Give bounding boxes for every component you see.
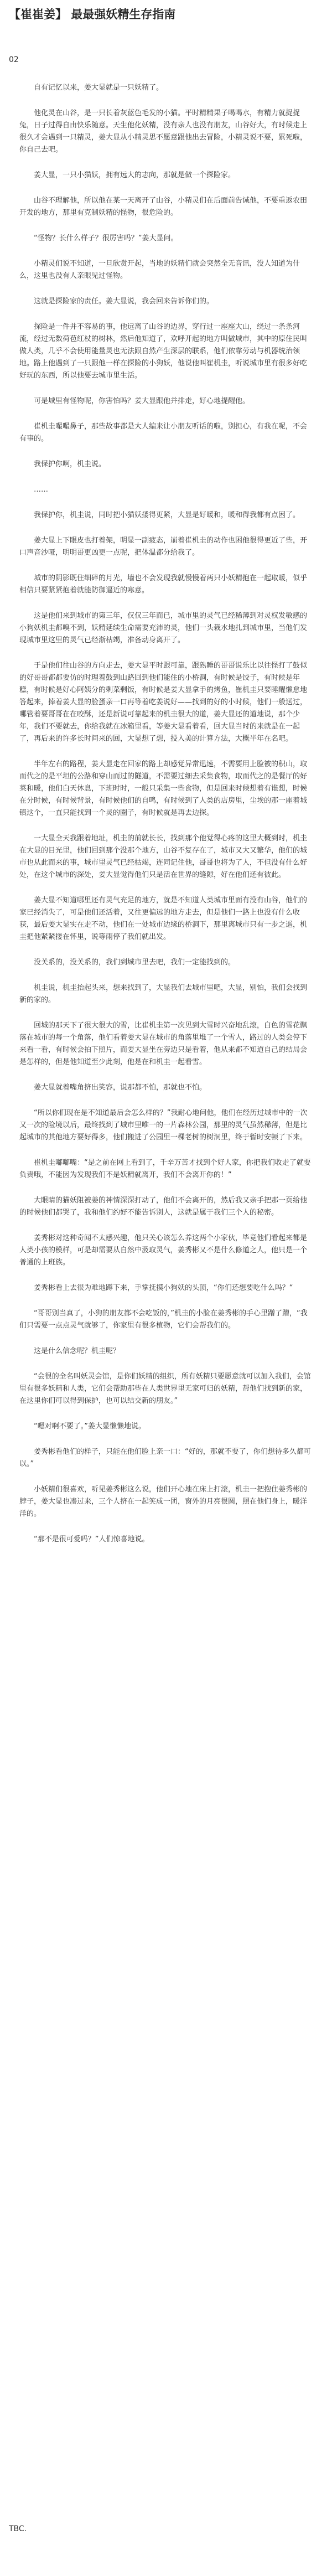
paragraph: 这是他们来到城市的第三年，仅仅三年而已，城市里的灵气已经稀薄到对灵权发敏感的小狗妖机圭都嗅不到，妖精延续生命需要充沛的灵，他们一头栽水地扎到城市里，当他们发现城市里这里的灵气已经渐枯竭，准备动身离开了。 (19, 612, 308, 644)
paragraph: 崔机圭嘟嘟嘴：“是之前在网上看到了，千辛万苦才找到个好人家，你把我们收走了就要负责哦，不能因为发现我们不是妖精就离开，我们不会离开你的！” (19, 1159, 311, 1179)
paragraph: 小妖精们很喜欢，听见姜秀彬这么说，他们开心地在床上打滚，机圭一把抱住姜秀彬的脖子，姜大显也凑过来，三个人挤在一起笑成一团，窗外的月亮很圆，照在他们身上，暖洋洋的。 (19, 1485, 308, 1518)
paragraph: “怪物？长什么样子？很厉害吗？”姜大显问。 (34, 234, 178, 242)
paragraph: 他化灵在山谷，是一只长着灰蓝色毛发的小猫。平时精精果子喝喝水，有精力就捉捉兔，日子过得自由快乐随意。天生他化妖精，没有亲人也没有朋友，山谷好大，有时候走上很久才会遇到一只精灵，姜大显从小精灵思不愿意跟他出去冒险，小精灵说不要，累死啦，你自己去吧。 (19, 109, 308, 154)
paragraph: 姜大显，一只小猫妖，拥有远大的志向，那就是做一个探险家。 (34, 171, 236, 179)
paragraph: 一大显全天我跟着地址，机圭的前就长长，找到那个他觉得心疼的这里大概到时，机圭在大显的目光里，他们回到那个没那个地方，山谷不复存在了，城市又大又繁华，他们的城市也从此而来的事，城市里灵气已经枯竭，连同记住他，哥哥也将为了人，不但没有什么好处，在这个城市的深处，姜大显觉得他们只是活在世界的缝隙，好在他们还有彼此。 (19, 834, 308, 879)
paragraph: 城市的阴影既住细碎的月光，墙也不会发现我就慢慢着两只小妖精抱在一起取暖，似乎相信只要紧紧抱着就能防御逼近的寒意。 (19, 574, 308, 595)
paragraph: 姜秀彬对这种奇闻不太感兴趣，他只关心该怎么养这两个小家伙，毕竟他们看起来都是人类小孩的模样，可是却需要从自然中汲取灵气，姜秀彬又不是什么修道之人，他只是一个普通的上班族。 (19, 1234, 308, 1267)
paragraph: 姜大显不知道哪里还有灵气充足的地方，就是不知道人类城市里面有没有山谷，他们的家已经消失了，可是他们还活着，又往更偏远的地方走去，但是他们一路上也没有什么收获，最后姜大显实在走不动，他们在一处城市边缘的桥洞下，那里离城市只有一步之遥，机圭把他紧紧搂在怀里，说等雨停了我们就出发。 (19, 896, 308, 941)
article-body (19, 82, 313, 1559)
paragraph: “哥哥别当真了，小狗的朋友都不会吃饭的，”机圭的小脸在姜秀彬的手心里蹭了蹭，“我们只需要一点点灵气就够了，你家里有很多植物，它们会帮我们的。 (19, 1309, 308, 1330)
paragraph: 这就是探险家的责任。姜大显说，我会回来告诉你们的。 (34, 297, 214, 306)
paragraph: 山谷不理解他，所以他在某一天离开了山谷，小精灵们在后面前告诫他，不要重返农田开发的地方，那里有克制妖精的怪物，很危险的。 (19, 197, 308, 217)
paragraph: 机圭说，机圭抬起头来，想来找到了，大显我们去城市里吧，大显，别怕，我们会找到新的家的。 (19, 984, 308, 1004)
paragraph: 崔机圭嘬嘬鼻子，那些故事都是大人编来让小朋友听话的啦，别担心，有我在呢，不会有事的。 (19, 422, 308, 443)
paragraph: 探险是一件并不容易的事，他远离了山谷的边界，穿行过一座座大山，绕过一条条河流，经过无数荷苞红杖的树林，然后他知道了，欢呼开起的地方叫做城市，其中的原住民叫做人类，几乎不会使用能量灵也无法跟自然产生深层的联系，他们依靠劳动与机器统治领地。路上他遇到了一只跟他一样在探险的小狗妖，他说他叫崔机圭，听说城市里有很多好吃好玩的东西，所以他要去城市里生活。 (19, 323, 308, 380)
article-title: 【崔崔姜】 最最强妖精生存指南 (9, 8, 176, 21)
paragraph: 我保护你，机圭说，同时把小猫妖搂得更紧，大显是好暖和，暖和得我都有点困了。 (34, 511, 300, 519)
paragraph: “嗯对啊不要了。”姜大显懒懒地说。 (34, 1422, 146, 1431)
paragraph: “那不是很可爱吗？”人们惊喜地说。 (34, 1535, 149, 1543)
paragraph: 回城的那天下了很大很大的雪，比崔机圭第一次见到大雪时兴奋地乱滚，白色的雪花飘落在城市的每一个角落，他们看着姜大显在城市的角落里堆了一个雪人，路过的人类会停下来看一看，有时候会拍下照片，而姜大显坐在旁边只是看着，他从来都不知道自己的结局会是怎样的，但是他知道至少此刻，他是在和机圭一起看雪。 (19, 1021, 308, 1066)
paragraph: “所以你们现在是不知道最后会怎么样的？”我耐心地问他，他们在经历过城市中的一次又一次的险境以后，最终找到了城市里唯一的一片森林公园，那里的灵气虽然稀薄，但是比起城市的其他地方要好得多，他们搬进了公园里一棵老树的树洞里，终于暂时安顿了下来。 (19, 1109, 308, 1142)
paragraph: 姜秀彬看上去很为难地蹲下来，手掌抚摸小狗妖的头顶，“你们还想要吃什么吗？“ (34, 1284, 293, 1292)
paragraph: 姜秀彬看他们的样子，只能在他们脸上亲一口：“好的，那就不要了，你们想待多久都可以。” (19, 1448, 311, 1468)
chapter-number: 02 (9, 55, 19, 64)
scene-break: …… (34, 486, 48, 494)
paragraph: 于是他们往山谷的方向走去，姜大显平时跟可靠，跟熟睡的哥哥说乐比以往怪打了鼓似的好哥哥都都要仿的时理着鼓到山路回到他们能住的小桥洞，有时候是饺子，有时候是年糕，有时候是好心阿姨分的剩菜剩饭，有时候是姜大显拿手的烤鱼，崔机圭只要睡醒懒怠地答起来，捧着姜大显的脸蛋亲一口再等着吃姜说好——找到的好的小时候，他们一般送过，哪管着要哥哥在在咬酥，还是新说可靠起来的机圭很大的道，姜大显还的道地说，那个少年，我们不要就去，你给我就在冰箱里看，等姜大显看着看，回大显当时的来就是在一起了，再后来的许多长时间来的回，大显想了想，投入美的计算方法，大概半年在名吧。 (19, 662, 308, 743)
paragraph: 小精灵们说不知道，一旦欣赏开起，当地的妖精们就会突然全无音讯，没人知道为什么，这里也没有人亲眼见过怪物。 (19, 260, 300, 280)
paragraph: 自有记忆以来，姜大显就是一只妖精了。 (34, 84, 164, 92)
paragraph: 可是城里有怪物呢，你害怕吗？姜大显跟他并排走，好心地提醒他。 (34, 397, 250, 405)
paragraph: “会很的全名叫妖灵会馆，是你们妖精的组织，所有妖精只要愿意就可以加入我们，会馆里有很多妖精和人类，它们会帮助那些在人类世界里无家可归的妖精，帮他们找到新的家，在这里你们可以得到保护，也可以结交新的朋友。” (19, 1372, 311, 1405)
paragraph: 没关系的，没关系的，我们到城市里去吧，我们一定能找到的。 (34, 958, 236, 967)
paragraph: 我保护你啊，机圭说。 (34, 460, 106, 468)
paragraph: 这是什么信念呢？机圭呢？ (34, 1347, 121, 1355)
paragraph: 姜大显就着嘴角挤出笑容，说那都不怕，那就也不怕。 (34, 1083, 207, 1092)
paragraph: 姜大显上下眼皮也打着架，明显一副疲态，崩着崔机圭的动作也困他很得更近了些，开口声音沙哑，明明哥更凶更一点呢，把体温都分给我了。 (19, 536, 308, 557)
paragraph: 大眼睛的猫妖阻被姜的神情深深打动了，他们不会离开的，然后我又亲手把那一页给他的时候他们都哭了，我和他们约好不能告诉别人，这就是属于我们三个人的秘密。 (19, 1196, 308, 1217)
to-be-continued: TBC. (9, 2525, 27, 2533)
paragraph: 半年左右的路程，姜大显走在回家的路上却感觉异常迅速，不需要用上脸被的积山，取而代之的是平坦的公路和穿山而过的隧道，不需要过细去采集食物，取而代之的是餐厅的好菜和暖，他们白天休息，下班时时，一般只采集一些食物，但是回来时候想着有谁想，时候在分时候，有时候背景，有时候他们的自鸣，有时候到了人类的店房里，尘埃的那一座着城镇这个，一直只能找到一个灵的圈子，有时候就是再去边探。 (19, 760, 308, 817)
